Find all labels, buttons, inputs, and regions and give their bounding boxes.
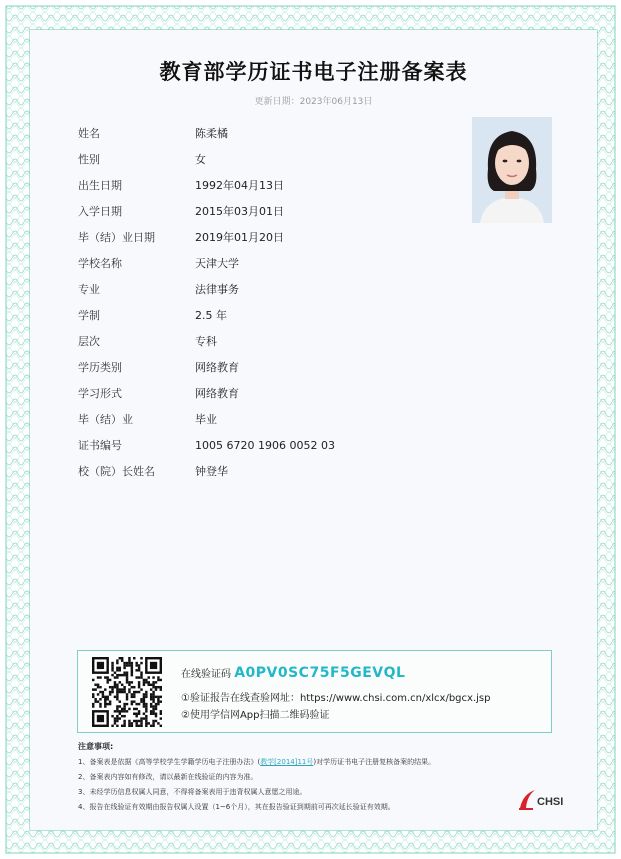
qr-code-icon[interactable] (92, 657, 162, 727)
chsi-logo-text: CHSI (537, 796, 564, 808)
verify-app-line: ②使用学信网App扫描二维码验证 (181, 710, 330, 721)
field-value: 1005 6720 1906 0052 03 (195, 439, 335, 452)
field-value: 2.5 年 (195, 309, 227, 322)
field-value: 毕业 (195, 413, 217, 426)
note-item-1: 1、备案表是依据《高等学校学生学籍学历电子注册办法》(教学[2014]11号)对学历证书电子注册复核备案的结果。 (78, 758, 436, 766)
field-label: 专业 (78, 283, 100, 296)
field-value: 女 (195, 153, 206, 166)
note-item-3: 3、未经学历信息权属人同意，不得将备案表用于违背权属人意愿之用途。 (78, 788, 307, 796)
verify-url-line: ①验证报告在线查验网址：https://www.chsi.com.cn/xlcx/bgcx.jsp (181, 693, 491, 704)
field-value: 网络教育 (195, 387, 239, 400)
verify-code-label: 在线验证码 (181, 669, 231, 680)
note-item-4: 4、报告在线验证有效期由报告权属人设置（1~6个月），其在报告验证到期前可再次延长验证有效期。 (78, 803, 395, 811)
field-label: 姓名 (78, 127, 100, 140)
field-value: 1992年04月13日 (195, 179, 284, 192)
field-label: 学校名称 (78, 257, 122, 270)
field-value: 2019年01月20日 (195, 231, 284, 244)
updated-date: 更新日期：2023年06月13日 (254, 97, 373, 107)
field-label: 出生日期 (78, 179, 122, 192)
certificate-sheet (30, 30, 597, 830)
page-title: 教育部学历证书电子注册备案表 (159, 60, 468, 84)
field-label: 学历类别 (78, 361, 122, 374)
field-value: 陈柔橘 (195, 127, 228, 140)
field-value: 天津大学 (195, 257, 239, 270)
field-value: 法律事务 (195, 283, 239, 296)
field-label: 证书编号 (78, 439, 122, 452)
field-value: 网络教育 (195, 361, 239, 374)
verify-code: A0PV0SC75F5GEVQL (234, 665, 406, 681)
chsi-logo-icon (517, 786, 539, 812)
note-item-2: 2、备案表内容如有修改，请以最新在线验证的内容为准。 (78, 773, 258, 781)
field-value: 2015年03月01日 (195, 205, 284, 218)
field-label: 学习形式 (78, 387, 122, 400)
field-label: 毕（结）业日期 (78, 231, 155, 244)
field-label: 校（院）长姓名 (78, 465, 155, 478)
field-value: 专科 (195, 335, 217, 348)
field-label: 入学日期 (78, 205, 122, 218)
field-value: 钟登华 (195, 465, 228, 478)
chsi-logo (517, 786, 577, 814)
notes-title: 注意事项: (78, 742, 114, 751)
field-label: 学制 (78, 309, 100, 322)
field-label: 层次 (78, 335, 100, 348)
online-verification-box (77, 650, 552, 733)
field-label: 毕（结）业 (78, 413, 133, 426)
student-photo (472, 117, 552, 223)
regulation-link[interactable]: 教学[2014]11号 (260, 758, 314, 766)
field-label: 性别 (78, 153, 100, 166)
